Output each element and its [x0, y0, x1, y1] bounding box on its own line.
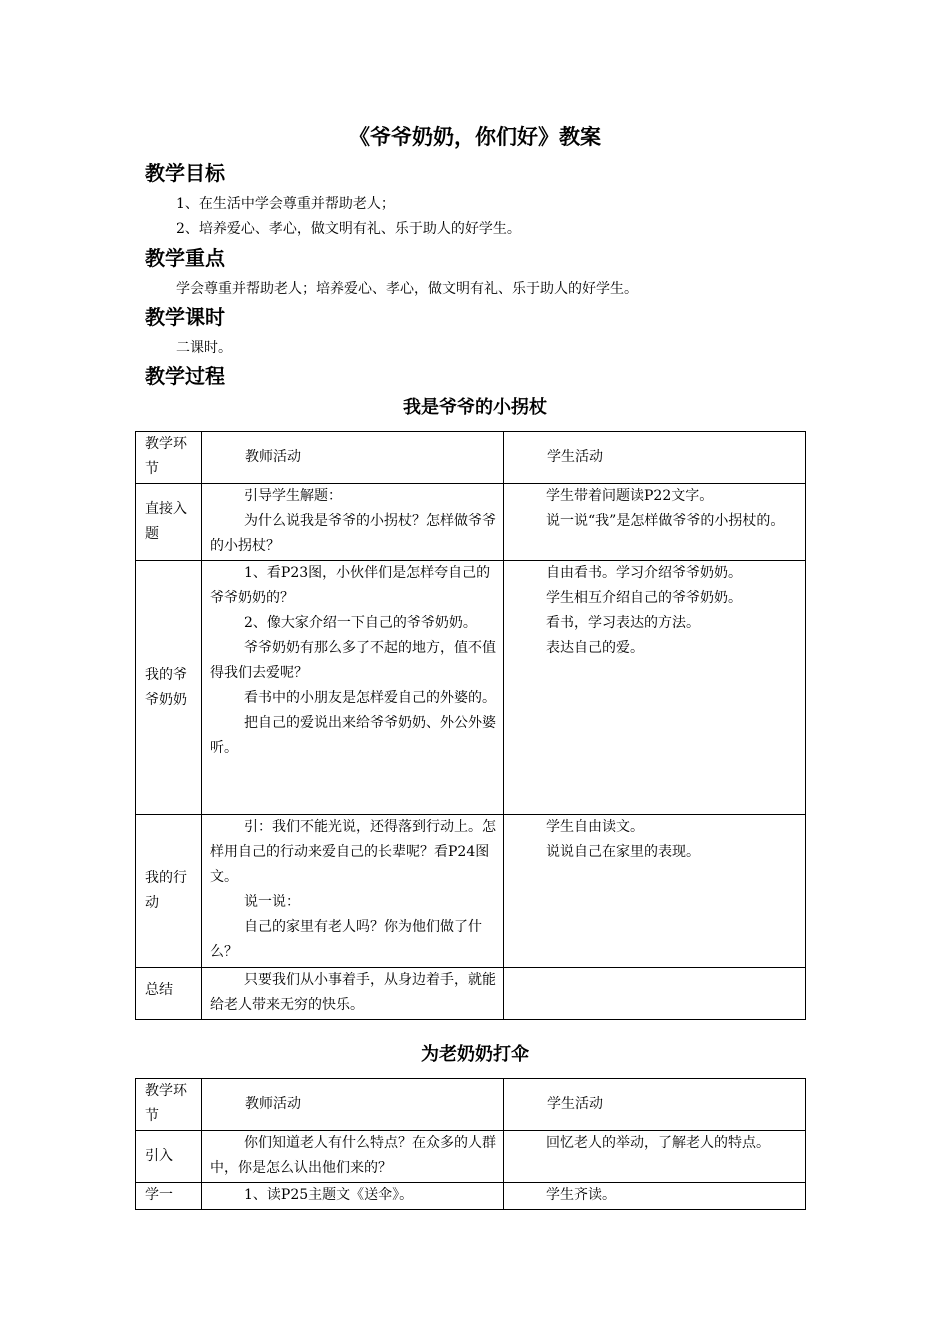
- table-row: [136, 968, 806, 1020]
- row-stage: 我的行动: [145, 870, 187, 911]
- row-stage: 我的爷爷奶奶: [145, 666, 187, 708]
- row-stage: 直接入题: [145, 501, 187, 542]
- header-student: 学生活动: [547, 449, 603, 465]
- student-line: 学生带着问题读P22文字。: [546, 488, 714, 504]
- student-line: 说一说“我”是怎样做爷爷的小拐杖的。: [546, 513, 785, 529]
- row-stage: 总结: [145, 982, 173, 998]
- table-row: [136, 561, 806, 815]
- teacher-line: 1、看P23图，小伙伴们是怎样夸自己的爷爷奶奶的？: [210, 565, 491, 606]
- student-line: 学生相互介绍自己的爷爷奶奶。: [546, 590, 742, 606]
- table-row: [136, 1183, 806, 1210]
- student-line: 学生齐读。: [546, 1187, 616, 1203]
- teacher-line: 只要我们从小事着手，从身边着手，就能给老人带来无穷的快乐。: [210, 972, 496, 1013]
- teacher-line: 看书中的小朋友是怎样爱自己的外婆的。: [244, 690, 496, 706]
- document-title: 《爷爷奶奶，你们好》教案: [349, 125, 601, 149]
- teacher-line: 引：我们不能光说，还得落到行动上。怎样用自己的行动来爱自己的长辈呢？看P24图文。: [210, 819, 496, 885]
- key-points-text: 学会尊重并帮助老人；培养爱心、孝心，做文明有礼、乐于助人的好学生。: [176, 281, 638, 297]
- process-heading: 教学过程: [145, 364, 225, 388]
- table-row: [136, 1131, 806, 1183]
- table-header-row: [136, 1079, 806, 1131]
- objective-item: 2、培养爱心、孝心，做文明有礼、乐于助人的好学生。: [176, 221, 521, 237]
- key-points-heading: 教学重点: [145, 246, 225, 270]
- teacher-line: 为什么说我是爷爷的小拐杖？怎样做爷爷的小拐杖？: [210, 513, 496, 554]
- teacher-line: 说一说：: [244, 894, 300, 910]
- row-stage: 引入: [145, 1148, 173, 1164]
- section2-table: [135, 1078, 806, 1210]
- section1-table: [135, 431, 806, 1020]
- teacher-line: 引导学生解题：: [244, 488, 342, 504]
- header-teacher: 教师活动: [245, 449, 301, 465]
- teacher-line: 2、像大家介绍一下自己的爷爷奶奶。: [244, 615, 477, 631]
- student-line: 学生自由读文。: [546, 819, 644, 835]
- objective-item: 1、在生活中学会尊重并帮助老人；: [176, 196, 395, 212]
- teacher-line: 自己的家里有老人吗？你为他们做了什么？: [210, 919, 482, 960]
- table-row: [136, 815, 806, 968]
- periods-heading: 教学课时: [145, 305, 225, 329]
- student-line: 回忆老人的举动，了解老人的特点。: [546, 1135, 770, 1151]
- objectives-heading: 教学目标: [145, 161, 225, 185]
- teacher-line: 你们知道老人有什么特点？在众多的人群中，你是怎么认出他们来的？: [210, 1135, 496, 1176]
- teacher-line: 爷爷奶奶有那么多了不起的地方，值不值得我们去爱呢？: [210, 640, 496, 681]
- teacher-line: 1、读P25主题文《送伞》。: [244, 1187, 414, 1203]
- section1-title: 我是爷爷的小拐杖: [403, 397, 547, 418]
- header-stage: 教学环节: [145, 436, 187, 477]
- header-stage: 教学环节: [145, 1083, 187, 1124]
- student-line: 看书，学习表达的方法。: [546, 615, 700, 631]
- student-line: 表达自己的爱。: [546, 640, 644, 656]
- table-row: [136, 484, 806, 561]
- header-student: 学生活动: [547, 1096, 603, 1112]
- header-teacher: 教师活动: [245, 1096, 301, 1112]
- row-stage: 学一: [145, 1187, 173, 1203]
- student-line: 说说自己在家里的表现。: [546, 844, 700, 860]
- table-header-row: [136, 432, 806, 484]
- periods-text: 二课时。: [176, 340, 232, 356]
- teacher-line: 把自己的爱说出来给爷爷奶奶、外公外婆听。: [210, 715, 496, 756]
- student-line: 自由看书。学习介绍爷爷奶奶。: [546, 565, 742, 581]
- section2-title: 为老奶奶打伞: [421, 1044, 529, 1065]
